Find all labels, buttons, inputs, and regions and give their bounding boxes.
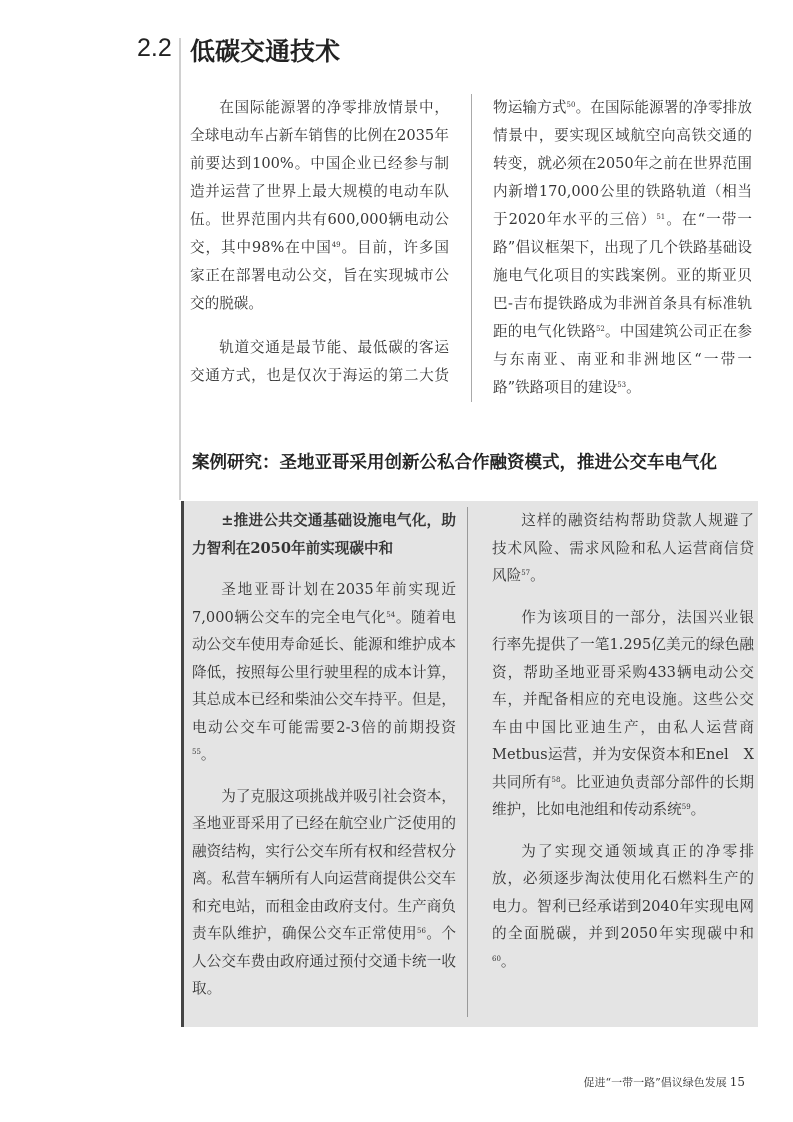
paragraph: 为了克服这项挑战并吸引社会资本，圣地亚哥采用了已经在航空业广泛使用的融资结构，实行公交车所有权和经营权分离。私营车辆所有人向运营商提供公交车和充电站，而租金由政府支付。生产商负责车队维护，确保公交车正常使用$^{56}$。个人公交车费由政府通过预付交通卡统一收取。 <box>192 787 456 997</box>
paragraph: 这样的融资结构帮助贷款人规避了技术风险、需求风险和私人运营商信贷风险$^{57}$。 <box>492 512 754 584</box>
case-lead: ±推进公共交通基础设施电气化，助力智利在2050年前实现碳中和 <box>192 512 456 557</box>
case-study-title: 案例研究：圣地亚哥采用创新公私合作融资模式，推进公交车电气化 <box>192 453 717 473</box>
case-column-1 <box>192 507 468 1017</box>
footnote-ref[interactable]: 51 <box>656 213 666 221</box>
paragraph: 圣地亚哥计划在2035年前实现近7,000辆公交车的完全电气化$^{54}$。随着电动公交车使用寿命延长、能源和维护成本降低，按照每公里行驶里程的成本计算，其总成本已经和柴油公交车持平。但是，电动公交车可能需要2-3倍的前期投资$^{55}$。 <box>192 581 456 763</box>
intro-columns <box>190 94 752 402</box>
section-title: 低碳交通技术 <box>190 37 341 66</box>
paragraph: 为了实现交通领域真正的净零排放，必须逐步淘汰使用化石燃料生产的电力。智利已经承诺到2040年实现电网的全面脱碳，并到2050年实现碳中和$^{60}$。 <box>492 842 754 970</box>
footnote-ref[interactable]: 54 <box>386 610 396 619</box>
case-column-2 <box>492 507 754 1017</box>
paragraph: 轨道交通是最节能、最低碳的客运交通方式，也是仅次于海运的第二大货物运输方式$^{50}$。在国际能源署的净零排放情景中，要实现区域航空向高铁交通的转变，就必须在2050年之前在世界范围内新增170,000公里的铁路轨道（相当于2020年水平的三倍）$^{51}$。在“一带一路”倡议框架下，出现了几个铁路基础设施电气化项目的实践案例。亚的斯亚贝巴-吉布提铁路成为非洲首条具有标准轨距的电气化铁路$^{52}$。中国建筑公司正在参与东南亚、南亚和非洲地区“一带一路”铁路项目的建设$^{53}$。 <box>190 99 752 396</box>
page-footer <box>583 1074 745 1090</box>
footnote-ref[interactable]: 59 <box>681 803 691 811</box>
paragraph: 在国际能源署的净零排放情景中，全球电动车占新车销售的比例在2035年前要达到100%。中国企业已经参与制造并运营了世界上最大规模的电动车队伍。世界范围内共有600,000辆电动公交，其中98%在中国$^{49}$。目前，许多国家正在部署电动公交，旨在实现城市公交的脱碳。 <box>190 99 449 312</box>
section-rule <box>179 38 181 500</box>
footnote-ref[interactable]: 58 <box>551 775 561 784</box>
footnote-ref[interactable]: 55 <box>192 748 201 756</box>
footnote-ref[interactable]: 50 <box>566 101 576 109</box>
footnote-ref[interactable]: 52 <box>595 325 605 333</box>
footnote-ref[interactable]: 49 <box>331 241 341 249</box>
footnote-ref[interactable]: 57 <box>521 569 531 577</box>
footnote-ref[interactable]: 53 <box>617 381 627 389</box>
case-study-box <box>181 501 758 1027</box>
paragraph: 作为该项目的一部分，法国兴业银行率先提供了一笔1.295亿美元的绿色融资，帮助圣地亚哥采购433辆电动公交车，并配备相应的充电设施。这些公交车由中国比亚迪生产，由私人运营商Metbus运营，并为安保资本和Enel X共同所有$^{58}$。比亚迪负责部分部件的长期维护，比如电池组和传动系统$^{59}$。 <box>492 608 754 818</box>
footnote-ref[interactable]: 56 <box>417 927 426 935</box>
footer-text: 促进“一带一路”倡议绿色发展 <box>583 1076 727 1089</box>
footnote-ref[interactable]: 60 <box>492 954 501 963</box>
page-number: 15 <box>729 1075 745 1089</box>
section-number: 2.2 <box>137 34 172 62</box>
